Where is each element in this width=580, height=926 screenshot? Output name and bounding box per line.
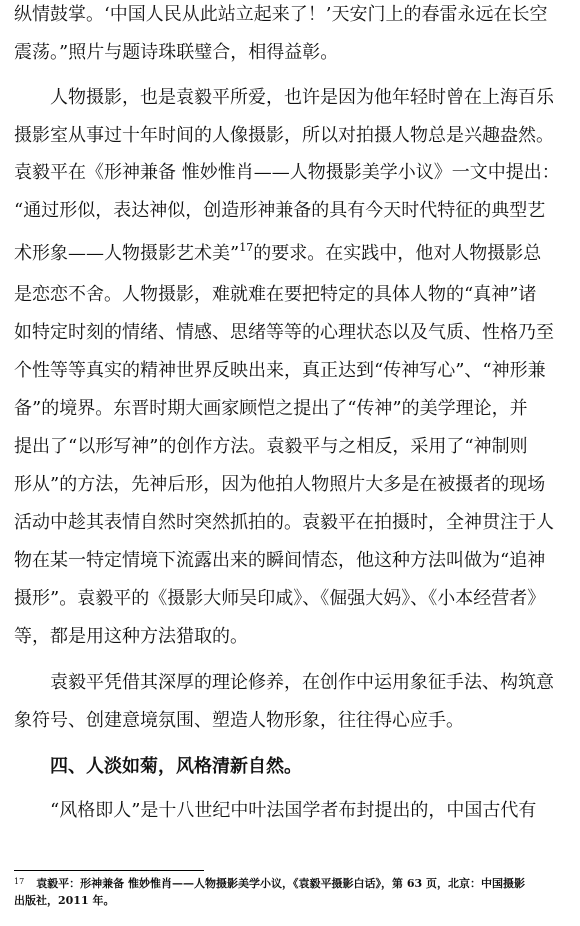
body-line-with-footnote-ref [14, 239, 570, 269]
footnote-text: 袁毅平：形神兼备 惟妙惟肖——人物摄影美学小议，《袁毅平摄影白话》，第 63 页，北京：中国摄影 [36, 877, 525, 890]
footnote-separator [14, 870, 204, 871]
body-line: 物在某一特定情境下流露出来的瞬间情态，他这种方法叫做为“追神 [14, 550, 546, 571]
footnote-reference[interactable]: 17 [239, 241, 254, 254]
body-line: “通过形似，表达神似，创造形神兼备的具有今天时代特征的典型艺 [14, 200, 546, 221]
body-line: 活动中趁其表情自然时突然抓拍的。袁毅平在拍摄时，全神贯注于人 [14, 512, 554, 533]
body-line: 摄影室从事过十年时间的人像摄影，所以对拍摄人物总是兴趣盎然。 [14, 125, 554, 146]
body-line: 如特定时刻的情绪、情感、思绪等等的心理状态以及气质、性格乃至 [14, 322, 554, 343]
body-line: 袁毅平在《形神兼备 惟妙惟肖——人物摄影美学小议》一文中提出： [14, 162, 560, 183]
body-line: 形从”的方法，先神后形，因为他拍人物照片大多是在被摄者的现场 [14, 474, 546, 495]
footnote-number: 17 [14, 877, 25, 886]
body-line: 摄形”。袁毅平的《摄影大师吴印咸》、《倔强大妈》、《小本经营者》 [14, 588, 546, 609]
body-line: 提出了“以形写神”的创作方法。袁毅平与之相反，采用了“神制则 [14, 436, 528, 457]
body-line: 是恋恋不舍。人物摄影，难就难在要把特定的具体人物的“真神”诸 [14, 284, 537, 305]
body-line: 人物摄影，也是袁毅平所爱，也许是因为他年轻时曾在上海百乐 [50, 87, 554, 108]
body-line: “风格即人”是十八世纪中叶法国学者布封提出的，中国古代有 [50, 800, 537, 821]
footnote-continuation: 出版社，2011 年。 [14, 894, 115, 907]
body-line: 备”的境界。东晋时期大画家顾恺之提出了“传神”的美学理论，并 [14, 398, 528, 419]
body-line: 袁毅平凭借其深厚的理论修养，在创作中运用象征手法、构筑意 [50, 672, 554, 693]
body-text: 术形象——人物摄影艺术美” [14, 243, 240, 264]
section-heading: 四、人淡如菊，风格清新自然。 [50, 756, 302, 777]
body-text: 的要求。在实践中，他对人物摄影总 [253, 243, 542, 264]
footnote [14, 876, 570, 892]
body-line: 等，都是用这种方法猎取的。 [14, 626, 248, 647]
body-line: 纵情鼓掌。‘中国人民从此站立起来了！’天安门上的春雷永远在长空 [14, 4, 548, 25]
body-line: 象符号、创建意境氛围、塑造人物形象，往往得心应手。 [14, 710, 464, 731]
body-line: 个性等等真实的精神世界反映出来，真正达到“传神写心”、“神形兼 [14, 360, 546, 381]
body-line: 震荡。”照片与题诗珠联璧合，相得益彰。 [14, 42, 339, 63]
